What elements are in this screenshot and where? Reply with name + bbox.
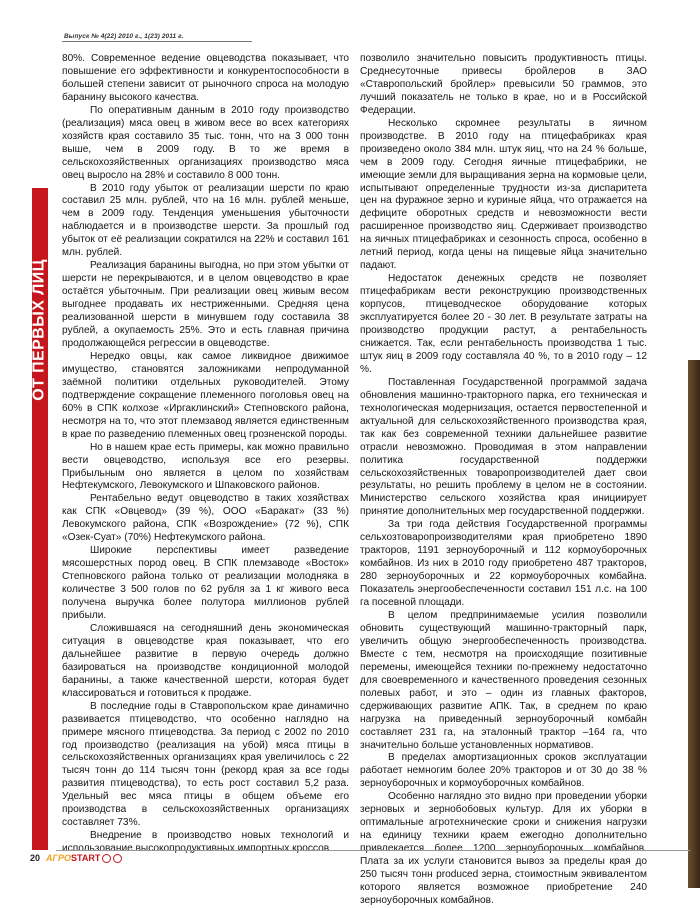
- paragraph: Недостаток денежных средств не позволяет птицефабрикам вести реконструкцию производственных корпусов, птицеводческое оборудование которых эксплуатируется более 20 - 30 лет. В результате затраты на производство продукции растут, а рентабельность снижается. Так, если рентабельность производства 1 тыс. штук яиц в 2009 году составляла 40 %, то в 2010 году – 12 %.: [360, 273, 647, 375]
- issue-info: Выпуск № 4(22) 2010 г., 1(23) 2011 г.: [64, 33, 184, 40]
- page-footer: [30, 851, 122, 865]
- logo-circle-icon: [113, 854, 122, 863]
- paragraph: В последние годы в Ставропольском крае динамично развивается птицеводство, что особенно наглядно на примере мясного птицеводства. За период с 2002 по 2010 год производство (реализация на убой) мяса птицы в сельскохозяйственных организациях края увеличилось с 22 тысяч тонн до 114 тысяч тонн (рекорд края за все годы развития птицеводства), то есть рост составил 5,2 раза. Удельный вес мяса птицы в общем объеме его производства в сельскохозяйственных организациях составляет 73%.: [62, 700, 349, 829]
- paragraph: Поставленная Государственной программой задача обновления машинно-тракторного парка, его техническая и технологическая модернизация, остается первостепенной и актуальной для сельскохозяйственного производства края, так как без современной техники дальнейшее развитие отрасли невозможно. Проводимая в этом направлении политика государственной поддержки сельскохозяйственных товаропроизводителей дает свои результаты, но решить проблему в целом не в состоянии. Министерство сельского хозяйства края инициирует принятие дополнительных мер государственной поддержки.: [360, 376, 647, 518]
- brand-logo-agro: АГРО: [46, 853, 72, 863]
- paragraph: Нередко овцы, как самое ликвидное движимое имущество, становятся заложниками непродуманной заёмной политики отдельных руководителей. Этому подтверждение сокращение племенного поголовья овец на 60% в СПК колхозе «Иргаклинский» Степновского района, несмотря на то, что этот племзавод является единственным в крае по разведению племенных овец грозненской породы.: [62, 350, 349, 440]
- paragraph: Внедрение в производство новых технологий и использование высокопродуктивных импортных кроссов: [62, 830, 349, 855]
- edge-photo-strip: [688, 360, 700, 888]
- article-column-right: [360, 53, 647, 908]
- page-number: 20: [30, 853, 41, 863]
- brand-logo-start: START: [71, 853, 101, 863]
- paragraph: По оперативным данным в 2010 году производство (реализация) мяса овец в живом весе во всех категориях хозяйств края составило 35 тыс. тонн, что на 3 000 тонн выше, чем в 2009 году. В то же время в сельскохозяйственных организациях производство мяса овец выросло на 28% и составило 8 000 тонн.: [62, 104, 349, 181]
- header-divider: [62, 41, 252, 42]
- paragraph: Широкие перспективы имеет разведение мясошерстных пород овец. В СПК племзаводе «Восток» Степновского района только от реализации молодняка в количестве 3 500 голов по 62 рубля за 1 кг живого веса получена выручка более полутора миллионов рублей прибыли.: [62, 545, 349, 621]
- paragraph: В целом предпринимаемые усилия позволили обновить существующий машинно-тракторный парк, увеличить общую энергообеспеченность производства. Вместе с тем, несмотря на происходящие позитивные перемены, имеющейся техники по-прежнему недостаточно для своевременного и качественного проведения сезонных полевых работ, и это – один из главных факторов, сдерживающих развитие АПК. Так, в среднем по краю нагрузка на приведенный зерноуборочный комбайн составляет 231 га, на эталонный трактор –164 га, что значительно больше установленных нормативов.: [360, 609, 647, 751]
- section-title-wrap: [28, 259, 52, 401]
- paragraph: Особенно наглядно это видно при проведении уборки зерновых и зернобобовых культур. Для их уборки в оптимальные агротехнические сроки и снижения нагрузки на единицу техники краем ежегодно дополнительно привлекается более 1200 зерноуборочных комбайнов. Плата за их услуги становится вывоз за пределы края до 250 тысяч тонн produced зерна, стоимостным эквивалентом которого является возможное приобретение 240 зерноуборочных комбайнов.: [360, 791, 647, 906]
- footer-divider: [56, 850, 690, 851]
- section-sidebar: [0, 0, 56, 888]
- article-column-left: [62, 53, 349, 856]
- registered-mark-icon: [102, 854, 111, 863]
- paragraph: Сложившаяся на сегодняшний день экономическая ситуация в овцеводстве края показывает, что его дальнейшее развитие в первую очередь должно базироваться на производстве кондиционной молодой баранины, а также качественной шерсти, которая будет классироваться и готовиться к продаже.: [62, 622, 349, 699]
- paragraph: В пределах амортизационных сроков эксплуатации работает немногим более 20% тракторов и от 30 до 38 % зерноуборочных и кормоуборочных комбайнов.: [360, 752, 647, 790]
- paragraph: Несколько скромнее результаты в яичном производстве. В 2010 году на птицефабриках края произведено около 384 млн. штук яиц, что на 24 % больше, чем в 2009 году. Сегодня яичные птицефабрики, не имеющие земли для выращивания зерна на кормовые цели, испытывают определенные трудности из-за диспаритета цен на фуражное зерно и куриные яйца, что отражается на дефиците оборотных средств и невозможности вести расширенное производство яиц. Сдерживает производство на яичных птицефабриках и сезонность спроса, особенно в летний период, когда цены на пищевые яйца значительно падают.: [360, 117, 647, 272]
- section-title: ОТ ПЕРВЫХ ЛИЦ: [31, 259, 48, 401]
- paragraph: Реализация баранины выгодна, но при этом убытки от шерсти не перекрываются, и в целом овцеводство в крае остаётся убыточным. При реализации овец живым весом выгоднее продавать их нестриженными. Средняя цена реализованной шерсти в минувшем году составила 38 рублей, а окупаемость 25%. Это и есть главная причина продолжающейся регрессии в овцеводстве.: [62, 260, 349, 349]
- paragraph: 80%. Современное ведение овцеводства показывает, что повышение его эффективности и конкурентоспособности в большей степени зависит от рыночного спроса на молодую баранину высокого качества.: [62, 53, 349, 103]
- paragraph: позволило значительно повысить продуктивность птицы. Среднесуточные привесы бройлеров в ЗАО «Ставропольский бройлер» превысили 50 граммов, это лучший показатель не только в крае, но и в Российской Федерации.: [360, 53, 647, 116]
- paragraph: В 2010 году убыток от реализации шерсти по краю составил 25 млн. рублей, что на 16 млн. рублей меньше, чем в 2009 году. Тенденция уменьшения убыточности наблюдается и в производстве шерсти. За прошлый год убыток от её реализации сократился на 22% и составил 161 млн. рублей.: [62, 182, 349, 259]
- paragraph: Рентабельно ведут овцеводство в таких хозяйствах как СПК «Овцевод» (39 %), ООО «Баракат» (33 %) Левокумского района, СПК «Возрождение» (72 %), СПК «Озек-Суат» (70%) Нефтекумского района.: [62, 493, 349, 544]
- paragraph: Но в нашем крае есть примеры, как можно правильно вести овцеводство, используя все его резервы. Прибыльным оно является в целом по хозяйствам Нефтекумского, Левокумского и Шпаковского районов.: [62, 441, 349, 492]
- paragraph: За три года действия Государственной программы сельхозтоваропроизводителями края приобретено 1890 тракторов, 1191 зерноуборочный и 112 кормоуборочных комбайнов. Из них в 2010 году приобретено 487 тракторов, 280 зерноуборочных и 22 кормоуборочных комбайна. Показатель энергообеспеченности составил 151 л.с. на 100 га посевной площади.: [360, 519, 647, 609]
